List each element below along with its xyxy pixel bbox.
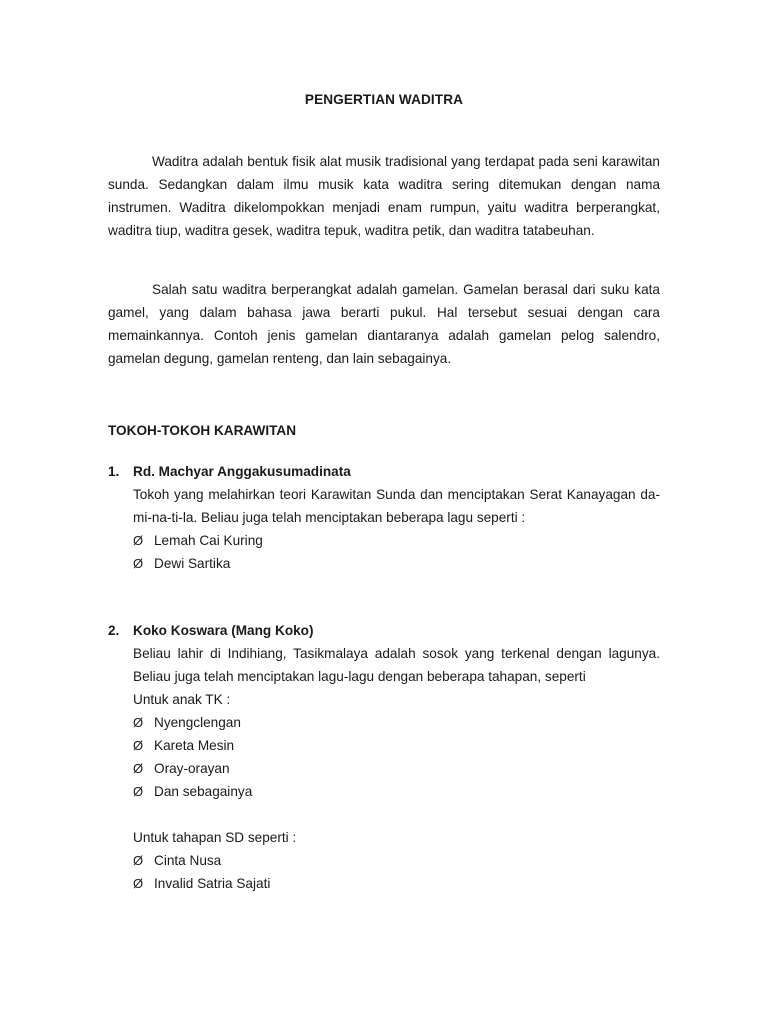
empty-set-bullet-icon: Ø — [133, 876, 144, 891]
song-title: Lemah Cai Kuring — [154, 533, 263, 548]
list-item — [133, 780, 660, 803]
empty-set-bullet-icon: Ø — [133, 853, 144, 868]
song-title: Nyengclengan — [154, 715, 241, 730]
list-item — [133, 552, 660, 575]
tokoh-number: 2. — [108, 623, 120, 638]
paragraph-definition: Waditra adalah bentuk fisik alat musik tradisional yang terdapat pada seni karawitan sunda. Sedangkan dalam ilmu musik kata waditra sering ditemukan dengan nama instrumen. Waditra dikelompokkan menjadi enam rumpun, yaitu waditra berperangkat, waditra tiup, waditra gesek, waditra tepuk, waditra petik, dan waditra tatabeuhan. — [108, 154, 660, 238]
tokoh-body — [133, 642, 660, 895]
tokoh-name: Koko Koswara (Mang Koko) — [133, 623, 314, 638]
tokoh-number: 1. — [108, 464, 120, 479]
song-title: Invalid Satria Sajati — [154, 876, 271, 891]
section-heading: TOKOH-TOKOH KARAWITAN — [108, 423, 297, 438]
song-title: Kareta Mesin — [154, 738, 235, 753]
list-item — [133, 872, 660, 895]
song-title: Cinta Nusa — [154, 853, 222, 868]
tokoh-name: Rd. Machyar Anggakusumadinata — [133, 464, 351, 479]
song-title: Oray-orayan — [154, 761, 230, 776]
tokoh-heading — [108, 460, 660, 483]
tokoh-description: Beliau lahir di Indihiang, Tasikmalaya adalah sosok yang terkenal dengan lagunya. Beliau juga telah menciptakan lagu-lagu dengan beberapa tahapan, seperti — [133, 646, 660, 684]
empty-set-bullet-icon: Ø — [133, 761, 144, 776]
song-list — [133, 711, 660, 803]
group-label: Untuk tahapan SD seperti : — [133, 830, 297, 845]
list-item — [133, 757, 660, 780]
group-label: Untuk anak TK : — [133, 692, 231, 707]
song-list — [133, 529, 660, 575]
tokoh-item — [108, 460, 660, 575]
tokoh-description: Tokoh yang melahirkan teori Karawitan Sunda dan menciptakan Serat Kanayagan da-mi-na-ti-la. Beliau juga telah menciptakan beberapa lagu seperti : — [133, 487, 660, 525]
document-title: PENGERTIAN WADITRA — [304, 92, 464, 107]
tokoh-heading — [108, 619, 660, 642]
list-item — [133, 849, 660, 872]
song-title: Dewi Sartika — [154, 556, 231, 571]
song-title: Dan sebagainya — [154, 784, 253, 799]
empty-set-bullet-icon: Ø — [133, 556, 144, 571]
song-list — [133, 849, 660, 895]
empty-set-bullet-icon: Ø — [133, 715, 144, 730]
empty-set-bullet-icon: Ø — [133, 738, 144, 753]
list-item — [133, 529, 660, 552]
tokoh-body — [133, 483, 660, 575]
blank-line — [133, 803, 660, 826]
list-item — [133, 711, 660, 734]
empty-set-bullet-icon: Ø — [133, 533, 144, 548]
empty-set-bullet-icon: Ø — [133, 784, 144, 799]
tokoh-item — [108, 619, 660, 895]
list-item — [133, 734, 660, 757]
paragraph-gamelan: Salah satu waditra berperangkat adalah gamelan. Gamelan berasal dari suku kata gamel, yang dalam bahasa jawa berarti pukul. Hal tersebut sesuai dengan cara memainkannya. Contoh jenis gamelan diantaranya adalah gamelan pelog salendro, gamelan degung, gamelan renteng, dan lain sebagainya. — [108, 282, 660, 366]
